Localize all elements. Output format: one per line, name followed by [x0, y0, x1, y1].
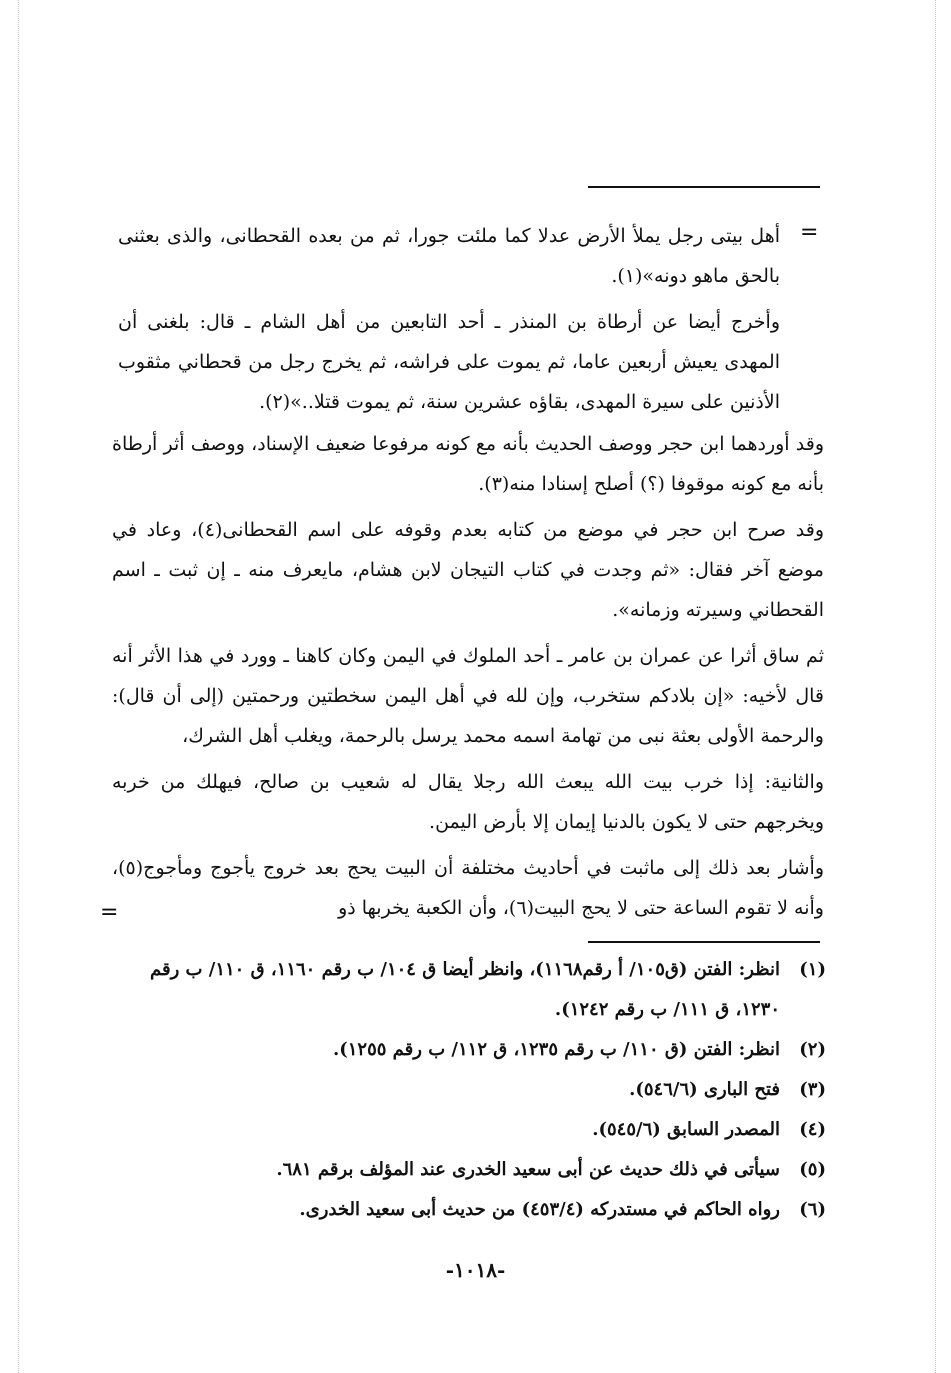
footnote — [110, 1150, 826, 1190]
margin-guide — [935, 0, 936, 1373]
page-number: -١٠١٨- — [445, 1258, 506, 1282]
footnote-text: رواه الحاكم في مستدركه (٤٥٣/٤) من حديث أبى سعيد الخدرى. — [299, 1199, 780, 1220]
footnote-number: (٥) — [799, 1159, 826, 1180]
body-paragraph: والثانية: إذا خرب بيت الله يبعث الله رجلا يقال له شعيب بن صالح، فيهلك من خربه ويخرجهم حتى لا يكون بالدنيا إيمان إلا بأرض اليمن. — [112, 771, 824, 833]
footnote-text: سيأتى في ذلك حديث عن أبى سعيد الخدرى عند المؤلف برقم ٦٨١. — [276, 1159, 780, 1180]
margin-guide — [18, 0, 19, 1373]
body-paragraph: وأشار بعد ذلك إلى ماثبت في أحاديث مختلفة أن البيت يحج بعد خروج يأجوج ومأجوج(٥)، وأنه لا تقوم الساعة حتى لا يحج البيت(٦)، وأن الكعبة يخربها ذو — [112, 857, 824, 919]
footnote-number: (١) — [799, 959, 826, 980]
body-paragraph: وقد صرح ابن حجر في موضع من كتابه بعدم وقوفه على اسم القحطانى(٤)، وعاد في موضع آخر فقال: «ثم وجدت في كتاب التيجان لابن هشام، مايعرف منه ـ إن ثبت ـ اسم القحطاني وسيرته وزمانه». — [112, 519, 824, 621]
footnote-text: المصدر السابق (٥٤٥/٦). — [592, 1119, 780, 1140]
continuation-mark: = — [800, 220, 819, 245]
quote-paragraph: وأخرج أيضا عن أرطاة بن المنذر ـ أحد التابعين من أهل الشام ـ قال: بلغنى أن المهدى يعيش أربعين عاما، ثم يموت على فراشه، ثم يخرج رجل من قحطاني مثقوب الأذنين على سيرة المهدى، بقاؤه عشرين سنة، ثم يموت قتلا..»(٢). — [118, 311, 780, 413]
footnote-number: (٦) — [799, 1199, 826, 1220]
footnote — [110, 1030, 826, 1070]
footnote-rule — [588, 941, 820, 943]
footnote — [110, 1110, 826, 1150]
quote-block — [118, 216, 780, 416]
footnote-text: فتح البارى (٥٤٦/٦). — [629, 1079, 780, 1100]
quote-paragraph: أهل بيتى رجل يملأ الأرض عدلا كما ملئت جورا، ثم من بعده القحطانى، والذى بعثنى بالحق ماهو دونه»(١). — [118, 225, 780, 287]
footnote-number: (٣) — [799, 1079, 826, 1100]
footnote-number: (٢) — [799, 1039, 826, 1060]
footnote — [110, 1190, 826, 1230]
body-paragraph: وقد أوردهما ابن حجر ووصف الحديث بأنه مع كونه مرفوعا ضعيف الإسناد، ووصف أثر أرطاة بأنه مع كونه موقوفا (؟) أصلح إسنادا منه(٣). — [112, 433, 824, 495]
footnotes — [110, 950, 826, 1230]
footnote — [110, 1070, 826, 1110]
footnote-text: انظر: الفتن (ق ١١٠/ ب رقم ١٢٣٥، ق ١١٢/ ب رقم ١٢٥٥). — [332, 1039, 780, 1060]
footnote-text: انظر: الفتن (ق١٠٥/ أ رقم١١٦٨)، وانظر أيضا ق ١٠٤/ ب رقم ١١٦٠، ق ١١٠/ ب رقم ١٢٣٠، ق ١١١/ ب رقم ١٢٤٢). — [149, 959, 780, 1020]
body-paragraph: ثم ساق أثرا عن عمران بن عامر ـ أحد الملوك في اليمن وكان كاهنا ـ وورد في هذا الأثر أنه قال لأخيه: «إن بلادكم ستخرب، وإن لله في أهل اليمن سخطتين ورحمتين (إلى أن قال): والرحمة الأولى بعثة نبى من تهامة اسمه محمد يرسل بالرحمة، ويغلب أهل الشرك، — [112, 645, 824, 747]
footnote — [110, 950, 826, 1030]
footnote-number: (٤) — [799, 1119, 826, 1140]
continuation-rule — [588, 186, 820, 188]
body-text — [112, 424, 824, 944]
continuation-mark-end: = — [100, 900, 119, 925]
